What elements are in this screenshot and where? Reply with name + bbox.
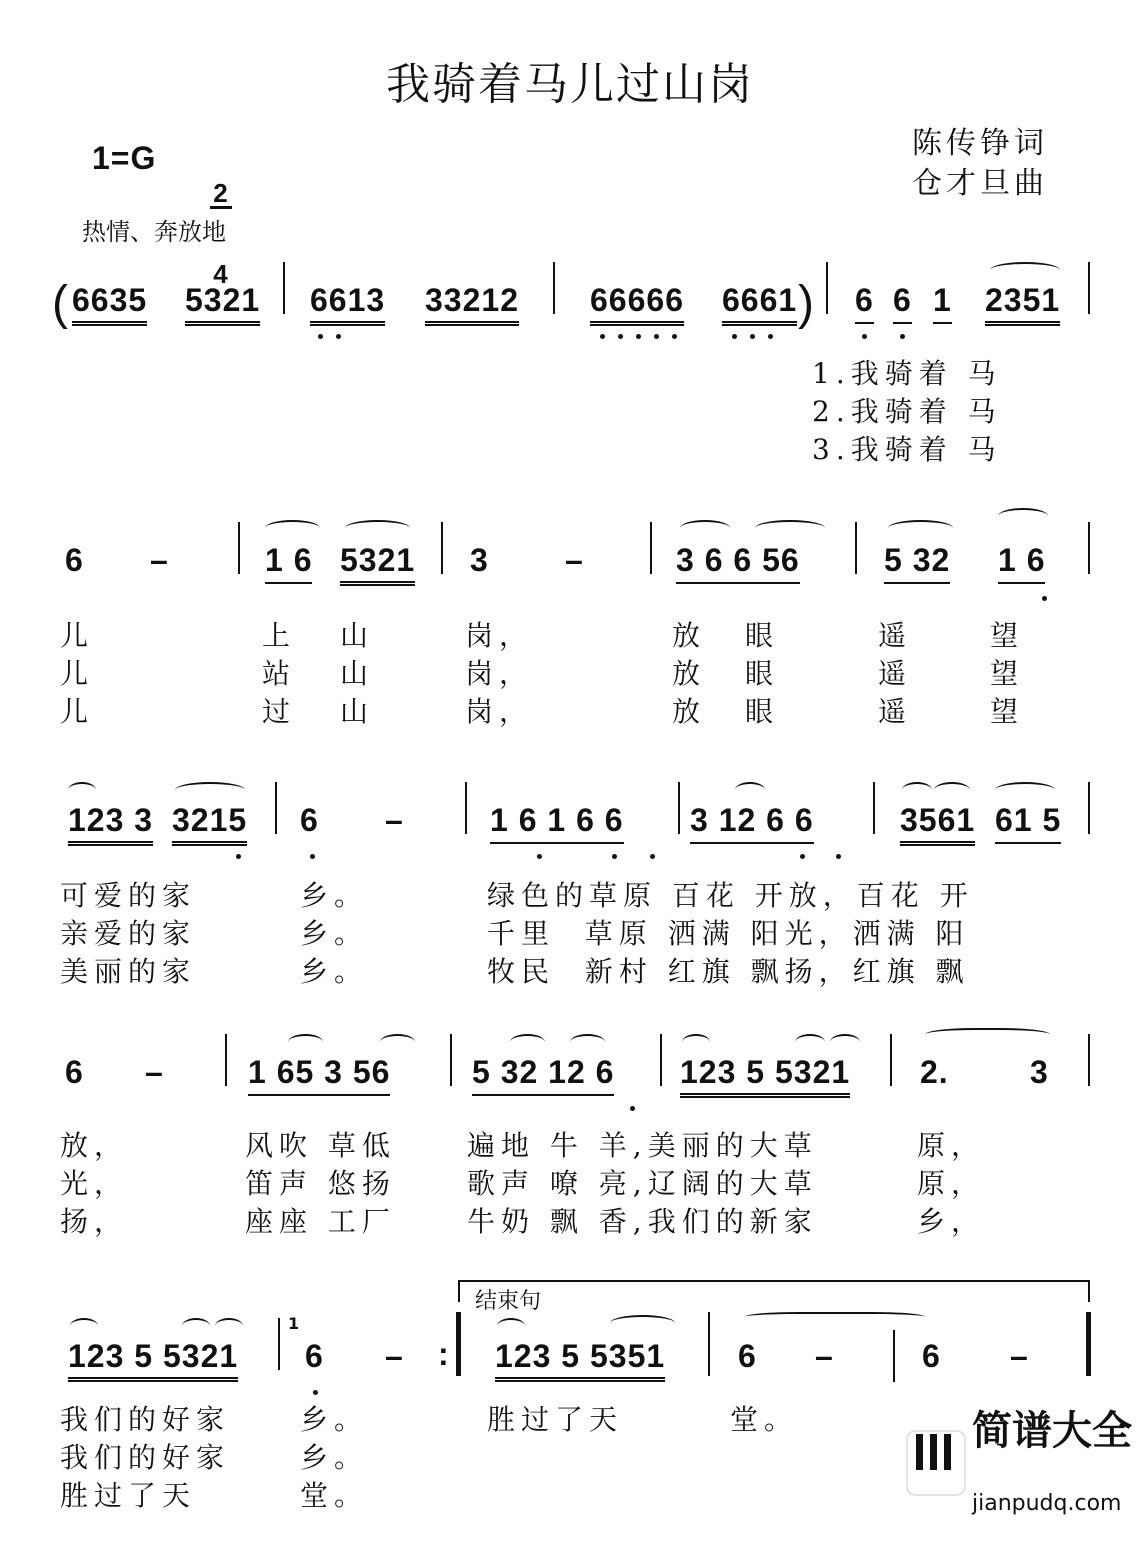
key-signature: 1=G (92, 140, 157, 176)
slur (990, 262, 1060, 278)
ending-bracket (458, 1280, 1090, 1302)
lyric: 岗， (465, 657, 534, 690)
note-group: 1 6 (998, 542, 1045, 584)
slur (68, 782, 96, 798)
octave-dot (862, 334, 867, 339)
lyric: 乡。 (300, 1403, 369, 1436)
octave-dot (537, 854, 542, 859)
lyric: 岗， (465, 695, 534, 728)
barline (278, 1318, 280, 1370)
dash: – (145, 1054, 163, 1090)
slur (265, 520, 320, 536)
note-group: 66666 (590, 282, 684, 326)
time-bottom: 4 (213, 259, 229, 289)
note-group: 5321 (185, 282, 260, 326)
lyric: 遍地 牛 羊,美丽的大草 (467, 1129, 818, 1162)
lyric: 遥 (878, 657, 913, 690)
barline (225, 1034, 227, 1086)
barline (465, 782, 467, 834)
slur (934, 782, 970, 798)
barline (450, 1034, 452, 1086)
lyric: 遥 (878, 695, 913, 728)
slur (682, 1034, 710, 1050)
note-group: 5321 (340, 542, 415, 586)
lyric: 放 (672, 619, 707, 652)
slur (497, 1318, 525, 1334)
octave-dot (313, 1390, 318, 1395)
octave-dot (318, 334, 323, 339)
barline (1086, 1312, 1091, 1376)
barline (1088, 1034, 1090, 1086)
octave-dot (800, 854, 805, 859)
lyric: 亲爱的家 (60, 917, 197, 950)
barline (275, 782, 277, 834)
lyric: 过 (262, 695, 297, 728)
lyric: 眼 (745, 657, 780, 690)
octave-dot (336, 334, 341, 339)
note-group: 1 6 1 6 6 (490, 802, 624, 844)
note: 6 (855, 282, 874, 324)
slur (610, 1315, 675, 1331)
octave-dot (618, 334, 623, 339)
lyric: 美丽的家 (60, 955, 197, 988)
slur (998, 508, 1048, 524)
lyric: 风吹 草低 (245, 1129, 396, 1162)
dash: – (565, 542, 583, 578)
slur (888, 520, 953, 536)
octave-dot (630, 1106, 635, 1111)
octave-dot (654, 334, 659, 339)
slur (570, 1034, 605, 1050)
note-group: 5 32 (884, 542, 950, 584)
lyric: 儿 (60, 695, 95, 728)
slur (902, 782, 932, 798)
note: 6 (893, 282, 912, 324)
barline (855, 522, 857, 574)
note: 6 (65, 542, 84, 578)
composer: 仓才旦曲 (912, 166, 1048, 201)
note-group: 123 5 5321 (68, 1338, 238, 1382)
lyric: 山 (340, 657, 375, 690)
slur (925, 1028, 1050, 1044)
octave-dot (768, 334, 773, 339)
note: 3 (1030, 1054, 1049, 1090)
lyric: 乡。 (300, 917, 369, 950)
note-group: 123 5 5351 (495, 1338, 665, 1382)
lyric: 站 (262, 657, 297, 690)
slur (830, 1034, 860, 1050)
note-group: 33212 (425, 282, 519, 326)
barline (283, 262, 285, 314)
lyric: 儿 (60, 657, 95, 690)
paren-close: ) (798, 277, 815, 330)
lyric: 儿 (60, 619, 95, 652)
lyric: 可爱的家 (60, 879, 197, 912)
octave-dot (836, 854, 841, 859)
barline (1088, 522, 1090, 574)
note-group: 6613 (310, 282, 385, 326)
lyric: 山 (340, 619, 375, 652)
note: 6 (738, 1338, 757, 1374)
note: 2. (920, 1054, 949, 1090)
lyric: 放 (672, 695, 707, 728)
lyric: 牧民 新村 红旗 飘扬，红旗 飘 (487, 955, 970, 988)
watermark (906, 1371, 1132, 1554)
lyric: 放， (60, 1129, 129, 1162)
note-group: 123 3 (68, 802, 153, 846)
octave-dot (236, 854, 241, 859)
lyric-line: 1.我骑着 马 (812, 357, 1002, 390)
lyric: 放 (672, 657, 707, 690)
slur (795, 1034, 825, 1050)
barline (553, 262, 555, 314)
slur (735, 782, 765, 798)
barline (873, 782, 875, 834)
lyric: 上 (262, 619, 297, 652)
note-group: 1 6 (265, 542, 312, 584)
piano-keys-icon (906, 1430, 966, 1496)
lyric: 我们的好家 (60, 1403, 231, 1436)
barline (238, 522, 240, 574)
octave-dot (612, 854, 617, 859)
slur (215, 1318, 243, 1334)
octave-dot (310, 854, 315, 859)
slur (995, 782, 1055, 798)
tempo-marking: 热情、奔放地 (82, 218, 226, 246)
lyric: 胜过了天 (60, 1479, 197, 1512)
lyric: 岗， (465, 619, 534, 652)
barline (1088, 782, 1090, 834)
note: 6 (65, 1054, 84, 1090)
lyric: 乡。 (300, 1441, 369, 1474)
lyric: 千里 草原 洒满 阳光，洒满 阳 (487, 917, 970, 950)
paren-open: ( (52, 277, 69, 330)
lyric: 望 (990, 619, 1025, 652)
dash: – (815, 1338, 833, 1374)
lyric: 遥 (878, 619, 913, 652)
dash: – (385, 802, 403, 838)
slur (380, 1034, 415, 1050)
lyric: 胜过了天 (487, 1403, 624, 1436)
octave-dot (650, 854, 655, 859)
lyric: 我们的好家 (60, 1441, 231, 1474)
lyric: 乡。 (300, 879, 369, 912)
barline (678, 782, 680, 834)
note-group: 3215 (172, 802, 247, 846)
lyricist: 陈传铮词 (912, 126, 1048, 161)
note: 6 (922, 1338, 941, 1374)
lyric: 望 (990, 695, 1025, 728)
note-group: 3 6 6 56 (676, 542, 800, 584)
lyric: 望 (990, 657, 1025, 690)
octave-dot (636, 334, 641, 339)
octave-dot (672, 334, 677, 339)
barline (708, 1312, 710, 1376)
barline (441, 522, 443, 574)
octave-dot (750, 334, 755, 339)
note: 6 (300, 802, 319, 838)
note-group: 3561 (900, 802, 975, 846)
lyric: 歌声 嘹 亮,辽阔的大草 (467, 1167, 818, 1200)
watermark-name: 简谱大全 (972, 1408, 1132, 1454)
note-group: 3 12 6 6 (690, 802, 814, 844)
barline (660, 1034, 662, 1086)
dash: – (150, 542, 168, 578)
slur (70, 1318, 98, 1334)
slur (745, 1312, 925, 1328)
lyric: 绿色的草原 百花 开放，百花 开 (487, 879, 974, 912)
barline (1088, 262, 1090, 314)
lyric: 座座 工厂 (245, 1205, 396, 1238)
lyric: 光， (60, 1167, 129, 1200)
time-top: 2 (210, 180, 232, 209)
slur (345, 520, 410, 536)
lyric: 扬， (60, 1205, 129, 1238)
song-title: 我骑着马儿过山岗 (386, 59, 754, 110)
barline (893, 1330, 895, 1382)
barline (650, 522, 652, 574)
repeat-sign: : (438, 1336, 450, 1372)
lyric: 堂。 (730, 1403, 799, 1436)
note-group: 61 5 (995, 802, 1061, 844)
note: 6 (305, 1338, 324, 1374)
slur (175, 782, 245, 798)
octave-dot (732, 334, 737, 339)
note-group: 2351 (985, 282, 1060, 326)
note-group: 6635 (72, 282, 147, 326)
lyric: 原， (917, 1129, 986, 1162)
ending-label: 结束句 (475, 1289, 542, 1314)
note-group: 5 32 12 6 (472, 1054, 614, 1096)
note-group: 6661 (722, 282, 797, 326)
slur (288, 1034, 323, 1050)
lyric: 笛声 悠扬 (245, 1167, 396, 1200)
lyric: 原， (917, 1167, 986, 1200)
slur (680, 520, 730, 536)
barline (826, 262, 828, 314)
lyric-line: 2.我骑着 马 (812, 395, 1002, 428)
octave-dot (900, 334, 905, 339)
note: 3 (470, 542, 489, 578)
octave-dot (600, 334, 605, 339)
lyric: 乡， (917, 1205, 986, 1238)
dash: – (1010, 1338, 1028, 1374)
watermark-url: jianpudq.com (972, 1491, 1122, 1516)
volta-1: 1 (288, 1314, 300, 1333)
lyric: 山 (340, 695, 375, 728)
slur (182, 1318, 210, 1334)
octave-dot (1042, 596, 1047, 601)
dash: – (385, 1338, 403, 1374)
barline (456, 1312, 461, 1376)
lyric: 堂。 (300, 1479, 369, 1512)
barline (890, 1034, 892, 1086)
lyric: 眼 (745, 695, 780, 728)
lyric: 眼 (745, 619, 780, 652)
lyric: 乡。 (300, 955, 369, 988)
slur (510, 1034, 545, 1050)
note-group: 1 65 3 56 (248, 1054, 390, 1096)
slur (755, 520, 825, 536)
note-group: 123 5 5321 (680, 1054, 850, 1098)
lyric: 牛奶 飘 香,我们的新家 (467, 1205, 818, 1238)
lyric-line: 3.我骑着 马 (812, 433, 1002, 466)
note: 1 (933, 282, 952, 324)
